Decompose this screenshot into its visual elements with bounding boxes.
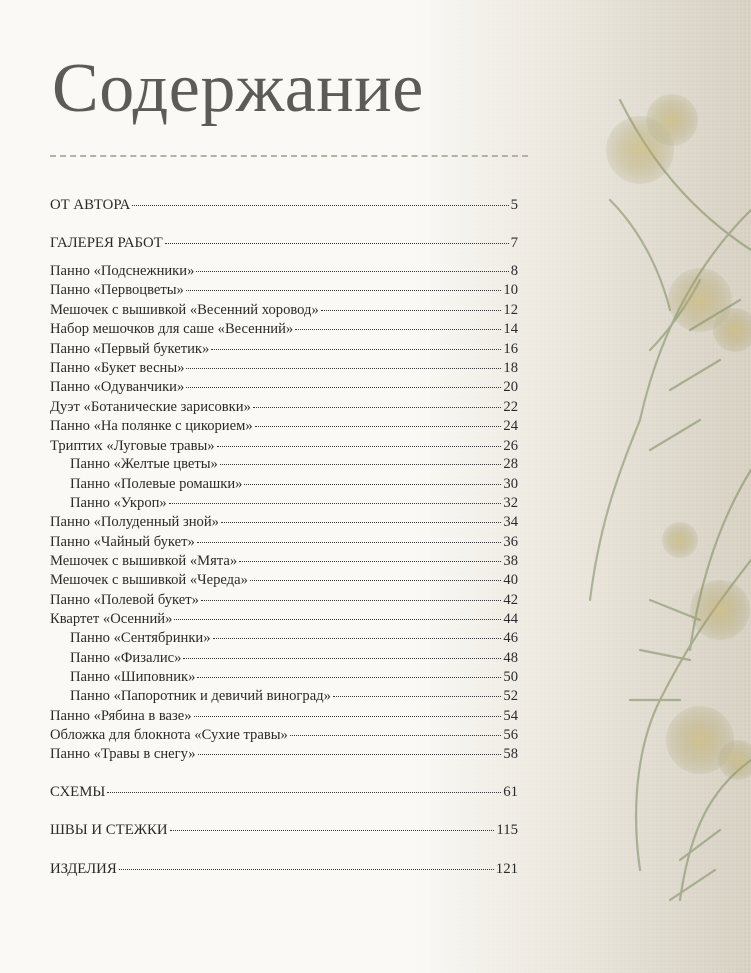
toc-entry[interactable] bbox=[50, 552, 518, 570]
toc-entry[interactable] bbox=[50, 398, 518, 416]
toc-entry-page-number: 42 bbox=[503, 592, 518, 608]
toc-entry-label: Квартет «Осенний» bbox=[50, 611, 173, 627]
toc-entry[interactable] bbox=[50, 726, 518, 744]
toc-entry[interactable] bbox=[50, 745, 518, 763]
dot-leader bbox=[197, 676, 501, 678]
toc-entry-label: Панно «Первоцветы» bbox=[50, 282, 184, 298]
toc-entry-page-number: 56 bbox=[503, 727, 518, 743]
toc-entry-label: Дуэт «Ботанические зарисовки» bbox=[50, 399, 251, 415]
toc-entry-label: Панно «Физалис» bbox=[70, 650, 182, 666]
toc-entry[interactable] bbox=[50, 437, 518, 455]
toc-entry-page-number: 24 bbox=[503, 418, 518, 434]
toc-entry-label: Панно «Первый букетик» bbox=[50, 341, 210, 357]
toc-entry[interactable] bbox=[50, 513, 518, 531]
toc-entry-label: Панно «Рябина в вазе» bbox=[50, 708, 192, 724]
toc-entry-label: Панно «Букет весны» bbox=[50, 360, 185, 376]
toc-entry-label: Панно «Сентябринки» bbox=[70, 630, 211, 646]
toc-entry-label: Панно «Полуденный зной» bbox=[50, 514, 219, 530]
dot-leader bbox=[132, 204, 508, 206]
toc-entry-page-number: 28 bbox=[503, 456, 518, 472]
toc-entry-label: Набор мешочков для саше «Весенний» bbox=[50, 321, 294, 337]
toc-entry-label: ШВЫ И СТЕЖКИ bbox=[50, 822, 168, 838]
toc-entry-page-number: 30 bbox=[503, 476, 518, 492]
title-divider bbox=[50, 155, 528, 157]
dot-leader bbox=[170, 829, 495, 831]
toc-entry[interactable] bbox=[50, 359, 518, 377]
toc-entry[interactable] bbox=[50, 821, 518, 839]
toc-entry-label: Панно «Травы в снегу» bbox=[50, 746, 196, 762]
toc-entry[interactable] bbox=[50, 610, 518, 628]
dot-leader bbox=[213, 637, 502, 639]
toc-entry-page-number: 54 bbox=[503, 708, 518, 724]
toc-entry-label: Панно «Чайный букет» bbox=[50, 534, 195, 550]
toc-entry-page-number: 7 bbox=[510, 235, 518, 251]
toc-entry-label: Панно «Шиповник» bbox=[70, 669, 196, 685]
toc-entry-page-number: 20 bbox=[503, 379, 518, 395]
toc-entry[interactable] bbox=[50, 281, 518, 299]
dot-leader bbox=[186, 367, 501, 369]
toc-entry[interactable] bbox=[50, 533, 518, 551]
dot-leader bbox=[220, 463, 502, 465]
dot-leader bbox=[217, 445, 502, 447]
toc-entry[interactable] bbox=[50, 417, 518, 435]
toc-entry-label: Панно «Укроп» bbox=[70, 495, 167, 511]
toc-entry-page-number: 38 bbox=[503, 553, 518, 569]
dot-leader bbox=[253, 406, 502, 408]
toc-entry-page-number: 36 bbox=[503, 534, 518, 550]
dot-leader bbox=[194, 715, 502, 717]
toc-entry[interactable] bbox=[50, 301, 518, 319]
dot-leader bbox=[186, 289, 502, 291]
toc-entry-page-number: 16 bbox=[503, 341, 518, 357]
dot-leader bbox=[201, 599, 502, 601]
toc-entry[interactable] bbox=[70, 668, 518, 686]
toc-entry-page-number: 61 bbox=[503, 784, 518, 800]
toc-entry-page-number: 22 bbox=[503, 399, 518, 415]
dot-leader bbox=[183, 657, 501, 659]
dot-leader bbox=[196, 270, 508, 272]
toc-entry-page-number: 40 bbox=[503, 572, 518, 588]
dot-leader bbox=[107, 791, 501, 793]
toc-entry-page-number: 10 bbox=[503, 282, 518, 298]
dot-leader bbox=[244, 483, 501, 485]
page-title: Содержание bbox=[52, 50, 424, 127]
toc-entry-page-number: 26 bbox=[503, 438, 518, 454]
toc-entry-label: Панно «На полянке с цикорием» bbox=[50, 418, 253, 434]
toc-entry-label: Мешочек с вышивкой «Череда» bbox=[50, 572, 248, 588]
toc-entry-page-number: 48 bbox=[503, 650, 518, 666]
toc-entry[interactable] bbox=[70, 475, 518, 493]
toc-entry-page-number: 14 bbox=[503, 321, 518, 337]
dot-leader bbox=[169, 502, 502, 504]
toc-entry-label: Мешочек с вышивкой «Весенний хоровод» bbox=[50, 302, 319, 318]
dot-leader bbox=[255, 425, 502, 427]
toc-entry-page-number: 5 bbox=[510, 197, 518, 213]
toc-entry[interactable] bbox=[50, 783, 518, 801]
toc-entry[interactable] bbox=[50, 340, 518, 358]
toc-entry[interactable] bbox=[70, 455, 518, 473]
toc-entry-page-number: 34 bbox=[503, 514, 518, 530]
dot-leader bbox=[198, 753, 502, 755]
dot-leader bbox=[250, 579, 502, 581]
toc-entry[interactable] bbox=[70, 649, 518, 667]
toc-entry-label: Панно «Подснежники» bbox=[50, 263, 195, 279]
toc-entry-page-number: 12 bbox=[503, 302, 518, 318]
toc-entry-label: Панно «Полевой букет» bbox=[50, 592, 199, 608]
dot-leader bbox=[333, 695, 502, 697]
toc-entry[interactable] bbox=[50, 320, 518, 338]
toc-entry[interactable] bbox=[50, 707, 518, 725]
toc-entry-page-number: 32 bbox=[503, 495, 518, 511]
toc-entry[interactable] bbox=[70, 494, 518, 512]
toc-entry[interactable] bbox=[70, 687, 518, 705]
dot-leader bbox=[165, 242, 509, 244]
toc-entry[interactable] bbox=[50, 860, 518, 878]
toc-entry-page-number: 46 bbox=[503, 630, 518, 646]
toc-entry[interactable] bbox=[50, 571, 518, 589]
toc-entry[interactable] bbox=[50, 262, 518, 280]
toc-entry[interactable] bbox=[70, 629, 518, 647]
toc-entry[interactable] bbox=[50, 591, 518, 609]
dot-leader bbox=[174, 618, 501, 620]
toc-entry-page-number: 115 bbox=[496, 822, 518, 838]
toc-entry-page-number: 8 bbox=[510, 263, 518, 279]
toc-entry-label: Мешочек с вышивкой «Мята» bbox=[50, 553, 238, 569]
toc-entry-label: ГАЛЕРЕЯ РАБОТ bbox=[50, 235, 163, 251]
toc-entry-label: ОТ АВТОРА bbox=[50, 197, 131, 213]
dot-leader bbox=[221, 521, 501, 523]
toc-entry-label: Панно «Полевые ромашки» bbox=[70, 476, 243, 492]
dot-leader bbox=[295, 328, 501, 330]
toc-entry-label: Панно «Желтые цветы» bbox=[70, 456, 218, 472]
dot-leader bbox=[211, 348, 501, 350]
dot-leader bbox=[119, 868, 494, 870]
toc-entry[interactable] bbox=[50, 234, 518, 252]
toc-entry-label: ИЗДЕЛИЯ bbox=[50, 861, 117, 877]
dot-leader bbox=[186, 386, 501, 388]
toc-entry-page-number: 121 bbox=[495, 861, 518, 877]
toc-entry-page-number: 18 bbox=[503, 360, 518, 376]
toc-entry-label: Обложка для блокнота «Сухие травы» bbox=[50, 727, 288, 743]
toc-entry-label: СХЕМЫ bbox=[50, 784, 106, 800]
toc-entry-label: Панно «Одуванчики» bbox=[50, 379, 185, 395]
toc-entry[interactable] bbox=[50, 378, 518, 396]
dot-leader bbox=[197, 541, 502, 543]
dot-leader bbox=[239, 560, 501, 562]
dot-leader bbox=[290, 734, 502, 736]
toc-entry-label: Панно «Папоротник и девичий виноград» bbox=[70, 688, 331, 704]
toc-entry-page-number: 52 bbox=[503, 688, 518, 704]
dot-leader bbox=[321, 309, 502, 311]
toc-entry-page-number: 44 bbox=[503, 611, 518, 627]
toc-entry-page-number: 58 bbox=[503, 746, 518, 762]
toc-entry-label: Триптих «Луговые травы» bbox=[50, 438, 215, 454]
toc-entry-page-number: 50 bbox=[503, 669, 518, 685]
toc-entry[interactable] bbox=[50, 196, 518, 214]
